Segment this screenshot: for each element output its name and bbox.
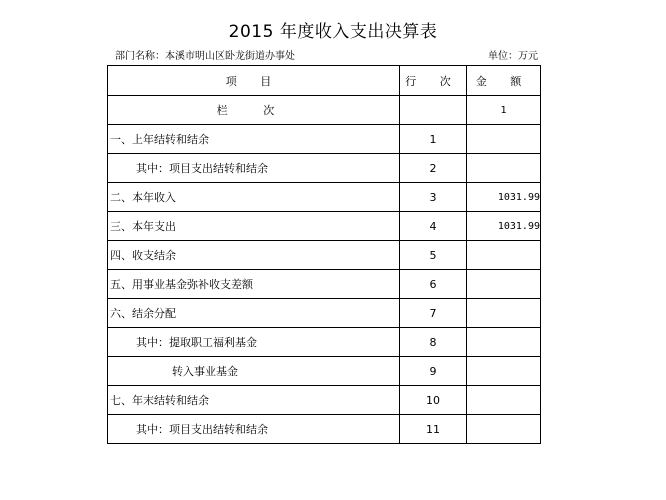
row-amount (467, 270, 541, 299)
table-row (108, 154, 541, 183)
row-amount (467, 241, 541, 270)
unit-label: 单位：万元 (488, 51, 538, 62)
table-row (108, 328, 541, 357)
row-item: 二、本年收入 (108, 183, 400, 212)
row-item: 转入事业基金 (108, 357, 400, 386)
row-item: 七、年末结转和结余 (108, 386, 400, 415)
row-line-no: 9 (400, 357, 467, 386)
header-amount: 金 额 (467, 66, 541, 96)
row-line-no: 10 (400, 386, 467, 415)
row-item: 六、结余分配 (108, 299, 400, 328)
row-item: 四、收支结余 (108, 241, 400, 270)
row-amount (467, 299, 541, 328)
row-line-no: 4 (400, 212, 467, 241)
income-expenditure-table (107, 65, 541, 444)
row-item: 一、上年结转和结余 (108, 125, 400, 154)
table-row (108, 270, 541, 299)
column-index-label: 栏 次 (108, 96, 400, 125)
table-row (108, 386, 541, 415)
department-label: 部门名称：本溪市明山区卧龙街道办事处 (115, 51, 295, 62)
table-row (108, 357, 541, 386)
report-title: 2015 年度收入支出决算表 (228, 22, 438, 42)
table-row (108, 125, 541, 154)
table-row (108, 415, 541, 444)
row-item: 其中：提取职工福利基金 (108, 328, 400, 357)
header-item: 项 目 (108, 66, 400, 96)
row-line-no: 11 (400, 415, 467, 444)
header-row (108, 66, 541, 96)
table-row (108, 299, 541, 328)
row-line-no: 7 (400, 299, 467, 328)
header-line-no: 行 次 (400, 66, 467, 96)
row-amount: 1031.99 (467, 212, 541, 241)
table-row (108, 212, 541, 241)
row-line-no: 8 (400, 328, 467, 357)
row-amount: 1031.99 (467, 183, 541, 212)
row-line-no: 1 (400, 125, 467, 154)
table-row (108, 241, 541, 270)
row-amount (467, 125, 541, 154)
row-item: 其中：项目支出结转和结余 (108, 415, 400, 444)
row-amount (467, 386, 541, 415)
column-index-row (108, 96, 541, 125)
row-item: 三、本年支出 (108, 212, 400, 241)
row-line-no: 6 (400, 270, 467, 299)
column-index-amount: 1 (467, 96, 541, 125)
row-amount (467, 357, 541, 386)
row-line-no: 3 (400, 183, 467, 212)
row-amount (467, 154, 541, 183)
row-line-no: 2 (400, 154, 467, 183)
table-row (108, 183, 541, 212)
row-amount (467, 415, 541, 444)
row-item: 五、用事业基金弥补收支差额 (108, 270, 400, 299)
column-index-line-no (400, 96, 467, 125)
row-item: 其中：项目支出结转和结余 (108, 154, 400, 183)
row-line-no: 5 (400, 241, 467, 270)
row-amount (467, 328, 541, 357)
